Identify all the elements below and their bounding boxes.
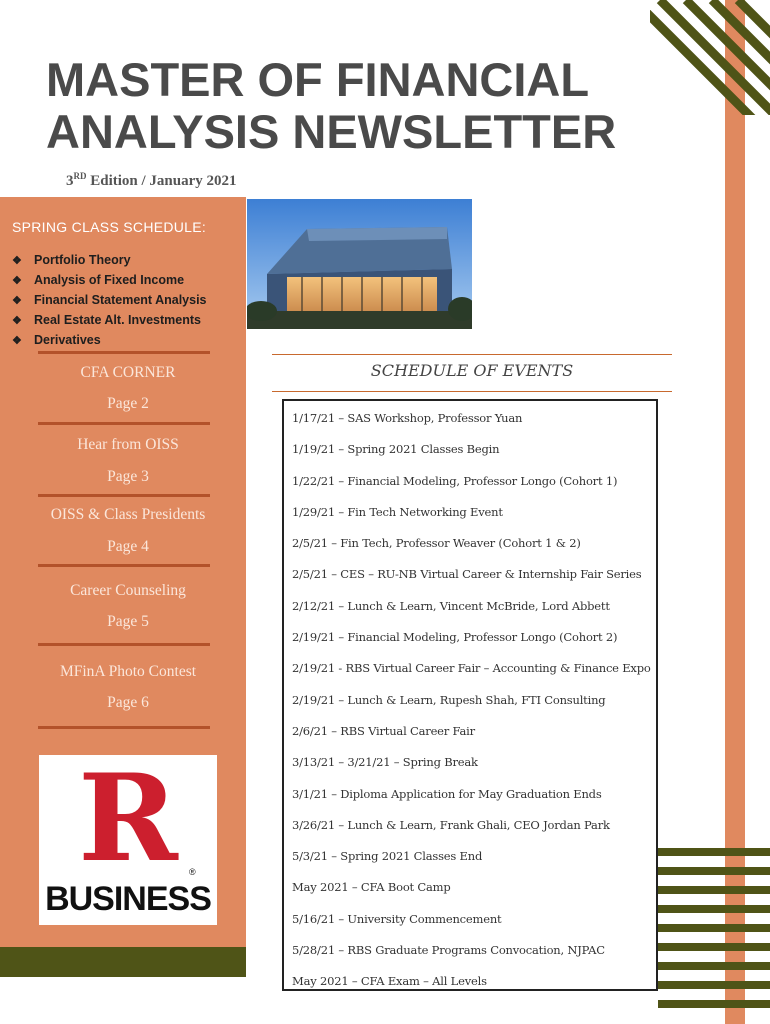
event-item: 2/19/21 – Financial Modeling, Professor Longo (Cohort 2): [292, 630, 618, 645]
sidebar: [0, 197, 246, 947]
spring-schedule-heading: SPRING CLASS SCHEDULE:: [12, 219, 207, 235]
event-item: 3/13/21 – 3/21/21 – Spring Break: [292, 755, 478, 770]
toc-divider: [38, 564, 210, 567]
event-item: 1/19/21 – Spring 2021 Classes Begin: [292, 442, 500, 457]
newsletter-title: MASTER OF FINANCIAL ANALYSIS NEWSLETTER: [46, 53, 617, 158]
event-item: May 2021 – CFA Boot Camp: [292, 880, 451, 895]
toc-page-6[interactable]: Page 6: [107, 694, 149, 711]
toc-divider: [38, 494, 210, 497]
course-list: [12, 251, 207, 351]
event-item: 2/5/21 – Fin Tech, Professor Weaver (Cohort 1 & 2): [292, 536, 581, 551]
diamond-bullet-icon: ❖: [12, 335, 22, 347]
diamond-bullet-icon: ❖: [12, 255, 22, 267]
toc-title-class-presidents[interactable]: OISS & Class Presidents: [50, 506, 206, 523]
course-item: ❖ Financial Statement Analysis: [12, 291, 207, 311]
logo-letter: R: [78, 748, 178, 889]
edition-date: Edition / January 2021: [86, 173, 237, 189]
event-item: 1/29/21 – Fin Tech Networking Event: [292, 504, 503, 519]
course-item: ❖ Analysis of Fixed Income: [12, 271, 207, 291]
rutgers-business-logo: [39, 748, 217, 925]
event-item: 1/22/21 – Financial Modeling, Professor Longo (Cohort 1): [292, 473, 618, 488]
toc-divider: [38, 643, 210, 646]
event-item: May 2021 – CFA Exam – All Levels: [292, 974, 487, 989]
event-item: 5/28/21 – RBS Graduate Programs Convocation, NJPAC: [292, 943, 605, 958]
heading-rule-bottom: [272, 391, 672, 392]
course-item: ❖ Derivatives: [12, 331, 207, 351]
toc-title-oiss[interactable]: Hear from OISS: [77, 436, 179, 453]
toc-title-cfa-corner[interactable]: CFA CORNER: [80, 364, 176, 381]
event-item: 3/26/21 – Lunch & Learn, Frank Ghali, CEO Jordan Park: [292, 817, 610, 832]
edition-number: 3: [66, 173, 74, 189]
event-item: 2/6/21 – RBS Virtual Career Fair: [292, 723, 475, 738]
building-photo: [247, 199, 472, 329]
event-item: 2/19/21 - RBS Virtual Career Fair – Accounting & Finance Expo: [292, 661, 651, 676]
toc-title-photo-contest[interactable]: MFinA Photo Contest: [59, 663, 197, 680]
event-item: 5/16/21 – University Commencement: [292, 911, 502, 926]
logo-registered-mark: ®: [189, 867, 196, 877]
diamond-bullet-icon: ❖: [12, 315, 22, 327]
toc-page-4[interactable]: Page 4: [107, 538, 149, 555]
event-item: 1/17/21 – SAS Workshop, Professor Yuan: [292, 411, 523, 425]
toc-divider: [38, 726, 210, 729]
events-list: [292, 403, 651, 998]
course-item: ❖ Real Estate Alt. Investments: [12, 311, 207, 331]
toc-page-3[interactable]: Page 3: [107, 468, 149, 485]
diamond-bullet-icon: ❖: [12, 275, 22, 287]
event-item: 2/12/21 – Lunch & Learn, Vincent McBride, Lord Abbett: [292, 598, 610, 613]
event-item: 5/3/21 – Spring 2021 Classes End: [292, 849, 483, 864]
toc-page-2[interactable]: Page 2: [107, 395, 149, 412]
schedule-of-events-heading: SCHEDULE OF EVENTS: [370, 361, 574, 380]
toc-page-5[interactable]: Page 5: [107, 613, 149, 630]
logo-wordmark: BUSINESS: [45, 880, 211, 918]
diamond-bullet-icon: ❖: [12, 295, 22, 307]
event-item: 3/1/21 – Diploma Application for May Graduation Ends: [292, 786, 602, 801]
toc-divider: [38, 351, 210, 354]
sidebar-footer-band: [0, 947, 246, 977]
toc-divider: [38, 422, 210, 425]
event-item: 2/5/21 – CES – RU-NB Virtual Career & Internship Fair Series: [292, 567, 642, 582]
course-item: ❖ Portfolio Theory: [12, 251, 207, 271]
edition-line: [66, 171, 237, 190]
horizontal-stripes-decoration: [658, 848, 770, 1018]
heading-rule-top: [272, 354, 672, 355]
edition-superscript: RD: [73, 171, 87, 181]
event-item: 2/19/21 – Lunch & Learn, Rupesh Shah, FTI Consulting: [292, 692, 606, 707]
toc-title-career-counseling[interactable]: Career Counseling: [70, 582, 186, 599]
